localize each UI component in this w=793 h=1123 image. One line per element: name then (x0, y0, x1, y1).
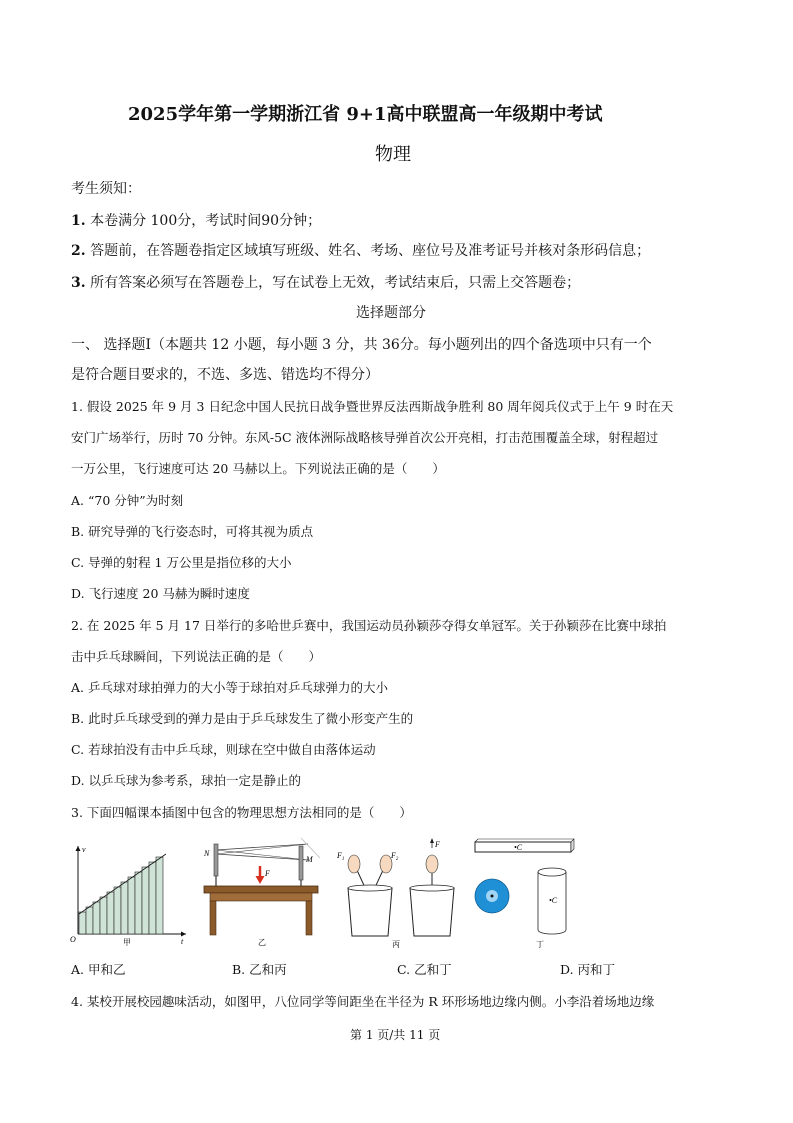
figure-jia-vt-graph (68, 842, 192, 947)
figure-ding-center-of-mass (472, 838, 578, 950)
section-instruction: 一、 选择题Ⅰ（本题共 12 小题，每小题 3 分，共 36分。每小题列出的四个备选项中只有一个 (71, 337, 652, 353)
figure-bing-cups-hands (334, 838, 459, 950)
question-line: 击中乒乓球瞬间，下列说法正确的是（ ） (71, 649, 322, 664)
question-line: 安门广场举行，历时 70 分钟。东风-5C 液体洲际战略核导弹首次公开亮相，打击范围覆盖全球，射程超过 (71, 430, 659, 445)
notice-text: 本卷满分 100分，考试时间90分钟； (90, 213, 322, 229)
option-b: B. 此时乒乓球受到的弹力是由于乒乓球发生了微小形变产生的 (71, 711, 414, 726)
force-arrow-icon (256, 876, 265, 884)
notice-num: 1. (71, 213, 86, 229)
notice-item (71, 240, 650, 260)
question-line: 一万公里，飞行速度可达 20 马赫以上。下列说法正确的是（ ） (71, 461, 445, 476)
question-line: 2. 在 2025 年 5 月 17 日举行的多哈世乒赛中，我国运动员孙颖莎夺得女单冠军。关于孙颖莎在比赛中球拍 (71, 618, 667, 633)
figure-caption: 甲 (123, 938, 131, 947)
option-d: D. 丙和丁 (560, 962, 616, 977)
page-number: 第 1 页/共 11 页 (350, 1028, 441, 1042)
figure-caption: 丁 (536, 940, 544, 949)
notice-heading: 考生须知： (71, 181, 141, 197)
label-c: •C (549, 896, 558, 905)
notice-item (71, 210, 321, 230)
axis-label-v: v (82, 845, 86, 854)
option-c: C. 导弹的射程 1 万公里是指位移的大小 (71, 555, 292, 570)
section-instruction: 是符合题目要求的，不选、多选、错选均不得分） (71, 367, 379, 383)
option-b: B. 乙和丙 (232, 962, 287, 977)
question-line: 1. 假设 2025 年 9 月 3 日纪念中国人民抗日战争暨世界反法西斯战争胜利 80 周年阅兵仪式于上午 9 时在天 (71, 399, 674, 414)
notice-num: 2. (71, 243, 86, 259)
option-c: C. 乙和丁 (397, 962, 452, 977)
label-c: •C (514, 843, 523, 852)
option-a: A. “70 分钟”为时刻 (71, 493, 184, 508)
figure-caption: 乙 (258, 938, 266, 947)
option-d: D. 以乒乓球为参考系，球拍一定是静止的 (71, 773, 302, 788)
label-f: F (435, 840, 440, 849)
label-f: F (265, 869, 270, 878)
option-d: D. 飞行速度 20 马赫为瞬时速度 (71, 586, 250, 601)
axis-label-origin: O (70, 935, 76, 944)
label-m: M (306, 855, 313, 864)
label-f1: $F_1$ (337, 851, 345, 862)
staircase-bars (79, 857, 163, 934)
notice-text: 答题前，在答题卷指定区域填写班级、姓名、考场、座位号及准考证号并核对条形码信息； (90, 243, 651, 259)
option-c: C. 若球拍没有击中乒乓球，则球在空中做自由落体运动 (71, 742, 376, 757)
option-a: A. 乒乓球对球拍弹力的大小等于球拍对乒乓球弹力的大小 (71, 680, 388, 695)
notice-item (71, 272, 580, 292)
option-b: B. 研究导弹的飞行姿态时，可将其视为质点 (71, 524, 314, 539)
notice-text: 所有答案必须写在答题卷上，写在试卷上无效，考试结束后，只需上交答题卷； (90, 275, 581, 291)
question-line: 3. 下面四幅课本插图中包含的物理思想方法相同的是（ ） (71, 805, 412, 820)
figure-yi-table-mirrors (196, 836, 326, 948)
axis-label-t: t (181, 937, 184, 946)
label-n: N (204, 849, 210, 858)
option-a: A. 甲和乙 (71, 962, 126, 977)
label-f2: $F_2$ (391, 851, 399, 862)
figure-caption: 丙 (392, 940, 400, 949)
table-top (204, 886, 318, 893)
notice-num: 3. (71, 275, 86, 291)
subject-title: 物理 (375, 144, 411, 165)
exam-title: 2025学年第一学期浙江省 9+1高中联盟高一年级期中考试 (128, 104, 603, 125)
section-title: 选择题部分 (356, 305, 426, 321)
question-line: 4. 某校开展校园趣味活动，如图甲，八位同学等间距坐在半径为 R 环形场地边缘内侧。小李沿着场地边缘 (71, 994, 655, 1009)
